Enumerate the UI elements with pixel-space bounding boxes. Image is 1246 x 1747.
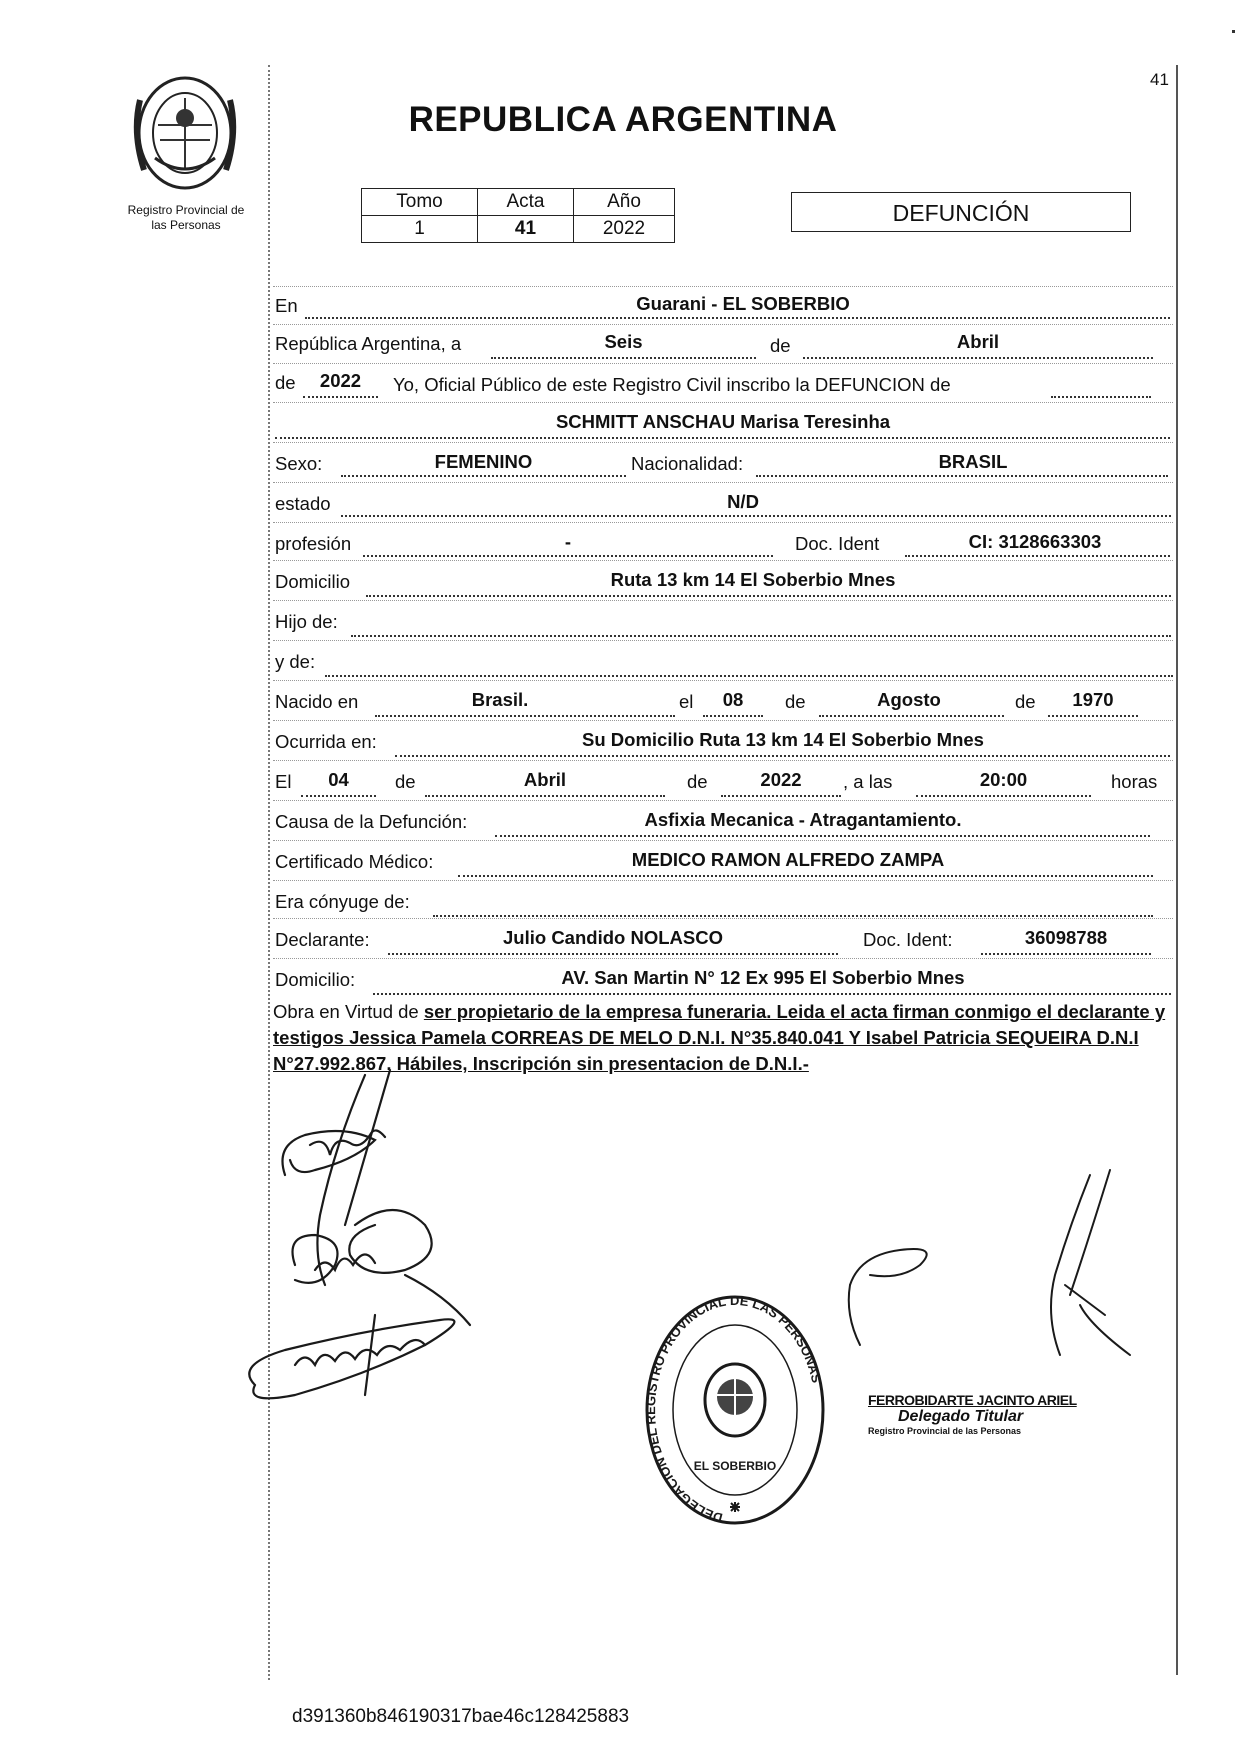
- en-dotted-line: [305, 317, 1170, 319]
- ocurrida-dotted-line: [395, 755, 1170, 757]
- registry-name: [96, 203, 276, 233]
- nacido-dotted-line: [375, 715, 675, 717]
- row-domicilio-declarante: [273, 958, 1173, 995]
- de-label-5: de: [395, 771, 416, 792]
- birth-year-dotted-line: [1048, 715, 1138, 717]
- document-type-box: DEFUNCIÓN: [791, 192, 1131, 232]
- domicilio2-value: AV. San Martin N° 12 Ex 995 El Soberbio Mnes: [561, 967, 965, 988]
- el2-label: El: [275, 771, 292, 792]
- domicilio-label: Domicilio: [275, 571, 351, 592]
- republica-label: República Argentina, a: [275, 333, 462, 354]
- row-en: [273, 286, 1173, 323]
- observations-text: ser propietario de la empresa funeraria. Leida el acta firman conmigo el declarante y testigos Jessica Pamela CORREAS DE MELO D.N.I. N°35.840.041 Y Isabel Patricia SEQUEIRA D.N.I N°27.992.867. Hábiles, Inscripción sin presentacion de D.N.I.-: [273, 1001, 1166, 1074]
- profesion-dotted-line: [363, 555, 773, 557]
- right-margin-line: [1176, 65, 1178, 1675]
- row-estado: [273, 482, 1173, 519]
- row-name: [273, 402, 1173, 439]
- row-nacido: [273, 680, 1173, 717]
- nacionalidad-label: Nacionalidad:: [631, 453, 744, 474]
- tomo-value: 1: [362, 216, 478, 243]
- volume-table: [361, 188, 675, 243]
- sexo-label: Sexo:: [275, 453, 323, 474]
- de-label-2: de: [275, 372, 296, 393]
- ocurrida-label: Ocurrida en:: [275, 731, 377, 752]
- a-las-label: , a las: [843, 771, 893, 792]
- profesion-value: -: [564, 531, 572, 552]
- estado-dotted-line: [341, 515, 1171, 517]
- row-conyuge: [273, 880, 1173, 917]
- year-dotted-line: [303, 396, 378, 398]
- page-title: REPUBLICA ARGENTINA: [408, 100, 838, 139]
- doc-ident2-value: 36098788: [1024, 927, 1108, 948]
- registry-line-2: las Personas: [151, 218, 221, 232]
- day-dotted-line: [491, 357, 756, 359]
- certificado-value: MEDICO RAMON ALFREDO ZAMPA: [631, 849, 945, 870]
- y-de-dotted-line: [325, 675, 1173, 677]
- birth-month-value: Agosto: [877, 689, 941, 710]
- certificado-label: Certificado Médico:: [275, 851, 434, 872]
- causa-label: Causa de la Defunción:: [275, 811, 468, 832]
- de-label-1: de: [770, 335, 791, 356]
- inscribe-text: Yo, Oficial Público de este Registro Civil inscribo la DEFUNCION de: [393, 374, 951, 395]
- death-time-dotted-line: [916, 795, 1091, 797]
- nacionalidad-value: BRASIL: [938, 451, 1008, 472]
- row-certificado: [273, 840, 1173, 877]
- acta-value: 41: [478, 216, 574, 243]
- death-month-value: Abril: [523, 769, 567, 790]
- doc-ident-value: CI: 3128663303: [968, 531, 1102, 552]
- hijo-dotted-line: [351, 635, 1171, 637]
- officer-name: FERROBIDARTE JACINTO ARIEL: [868, 1392, 1077, 1408]
- row-profesion: [273, 522, 1173, 559]
- ano-value: 2022: [574, 216, 675, 243]
- declarante-label: Declarante:: [275, 929, 370, 950]
- declarante-value: Julio Candido NOLASCO: [503, 927, 723, 948]
- witness-signatures: [225, 1065, 525, 1425]
- en-label: En: [275, 295, 298, 316]
- estado-value: N/D: [727, 491, 759, 512]
- death-time-value: 20:00: [979, 769, 1028, 790]
- domicilio-value: Ruta 13 km 14 El Soberbio Mnes: [610, 569, 896, 590]
- stamp-center-text: EL SOBERBIO: [693, 1459, 777, 1473]
- birth-day-dotted-line: [703, 715, 763, 717]
- stamp-ring-text: DELEGACION DEL REGISTRO PROVINCIAL DE LAS PERSONAS: [643, 1292, 825, 1526]
- birth-day-value: 08: [722, 689, 744, 710]
- left-margin-line: [268, 65, 270, 1680]
- sexo-dotted-line: [341, 475, 626, 477]
- domicilio-dotted-line: [366, 595, 1171, 597]
- birth-year-value: 1970: [1072, 689, 1114, 710]
- row-fecha: [273, 324, 1173, 361]
- registry-line-1: Registro Provincial de: [127, 203, 245, 217]
- officer-title: Delegado Titular: [898, 1408, 1024, 1425]
- page-number: 41: [1150, 70, 1169, 89]
- ocurrida-value: Su Domicilio Ruta 13 km 14 El Soberbio Mnes: [582, 729, 984, 750]
- doc-ident2-dotted-line: [981, 953, 1151, 955]
- tomo-header: Tomo: [362, 189, 478, 216]
- causa-dotted-line: [495, 835, 1150, 837]
- y-de-label: y de:: [275, 651, 316, 672]
- officer-org: Registro Provincial de las Personas: [868, 1426, 1022, 1436]
- conyuge-dotted-line: [433, 915, 1153, 917]
- ano-header: Año: [574, 189, 675, 216]
- officer-signature: [840, 1165, 1170, 1365]
- row-ocurrida: [273, 720, 1173, 757]
- birth-month-dotted-line: [819, 715, 1004, 717]
- name-dotted-line: [275, 437, 1170, 439]
- de-label-4: de: [1015, 691, 1036, 712]
- row-inscribe: [273, 363, 1173, 400]
- death-year-value: 2022: [760, 769, 802, 790]
- nacido-label: Nacido en: [275, 691, 359, 712]
- doc-ident-label: Doc. Ident: [795, 533, 880, 554]
- death-day-dotted-line: [301, 795, 376, 797]
- profesion-label: profesión: [275, 533, 352, 554]
- estado-label: estado: [275, 493, 331, 514]
- month-dotted-line: [803, 357, 1153, 359]
- nacionalidad-dotted-line: [756, 475, 1168, 477]
- row-sexo: [273, 442, 1173, 479]
- death-year-dotted-line: [721, 795, 841, 797]
- nacido-value: Brasil.: [471, 689, 529, 710]
- el-label: el: [679, 691, 694, 712]
- corner-mark: [1232, 30, 1235, 33]
- row-y-de: [273, 640, 1173, 677]
- row-fecha-defuncion: [273, 760, 1173, 797]
- officer-block: [868, 1392, 1108, 1436]
- row-domicilio: [273, 560, 1173, 597]
- horas-label: horas: [1111, 771, 1158, 792]
- year-value: 2022: [319, 370, 362, 391]
- causa-value: Asfixia Mecanica - Atragantamiento.: [644, 809, 962, 830]
- doc-ident-dotted-line: [905, 555, 1170, 557]
- hijo-label: Hijo de:: [275, 611, 338, 632]
- inscribe-dotted-line: [1051, 396, 1151, 398]
- conyuge-label: Era cónyuge de:: [275, 891, 410, 912]
- certificado-dotted-line: [458, 875, 1153, 877]
- de-label-3: de: [785, 691, 806, 712]
- death-day-value: 04: [328, 769, 349, 790]
- death-month-dotted-line: [425, 795, 665, 797]
- acta-header: Acta: [478, 189, 574, 216]
- sexo-value: FEMENINO: [434, 451, 533, 472]
- observations-prefix: Obra en Virtud de: [273, 1001, 419, 1022]
- de-label-6: de: [687, 771, 708, 792]
- day-words-value: Seis: [604, 331, 643, 352]
- document-id: d391360b846190317bae46c128425883: [292, 1706, 630, 1727]
- declarante-dotted-line: [388, 953, 838, 955]
- domicilio2-label: Domicilio:: [275, 969, 356, 990]
- domicilio2-dotted-line: [373, 993, 1171, 995]
- row-hijo: [273, 600, 1173, 637]
- row-causa: [273, 800, 1173, 837]
- month-value: Abril: [956, 331, 1000, 352]
- official-stamp: [640, 1285, 830, 1545]
- doc-ident2-label: Doc. Ident:: [863, 929, 953, 950]
- deceased-name-value: SCHMITT ANSCHAU Marisa Teresinha: [555, 411, 891, 432]
- row-declarante: [273, 918, 1173, 955]
- place-value: Guarani - EL SOBERBIO: [636, 293, 850, 314]
